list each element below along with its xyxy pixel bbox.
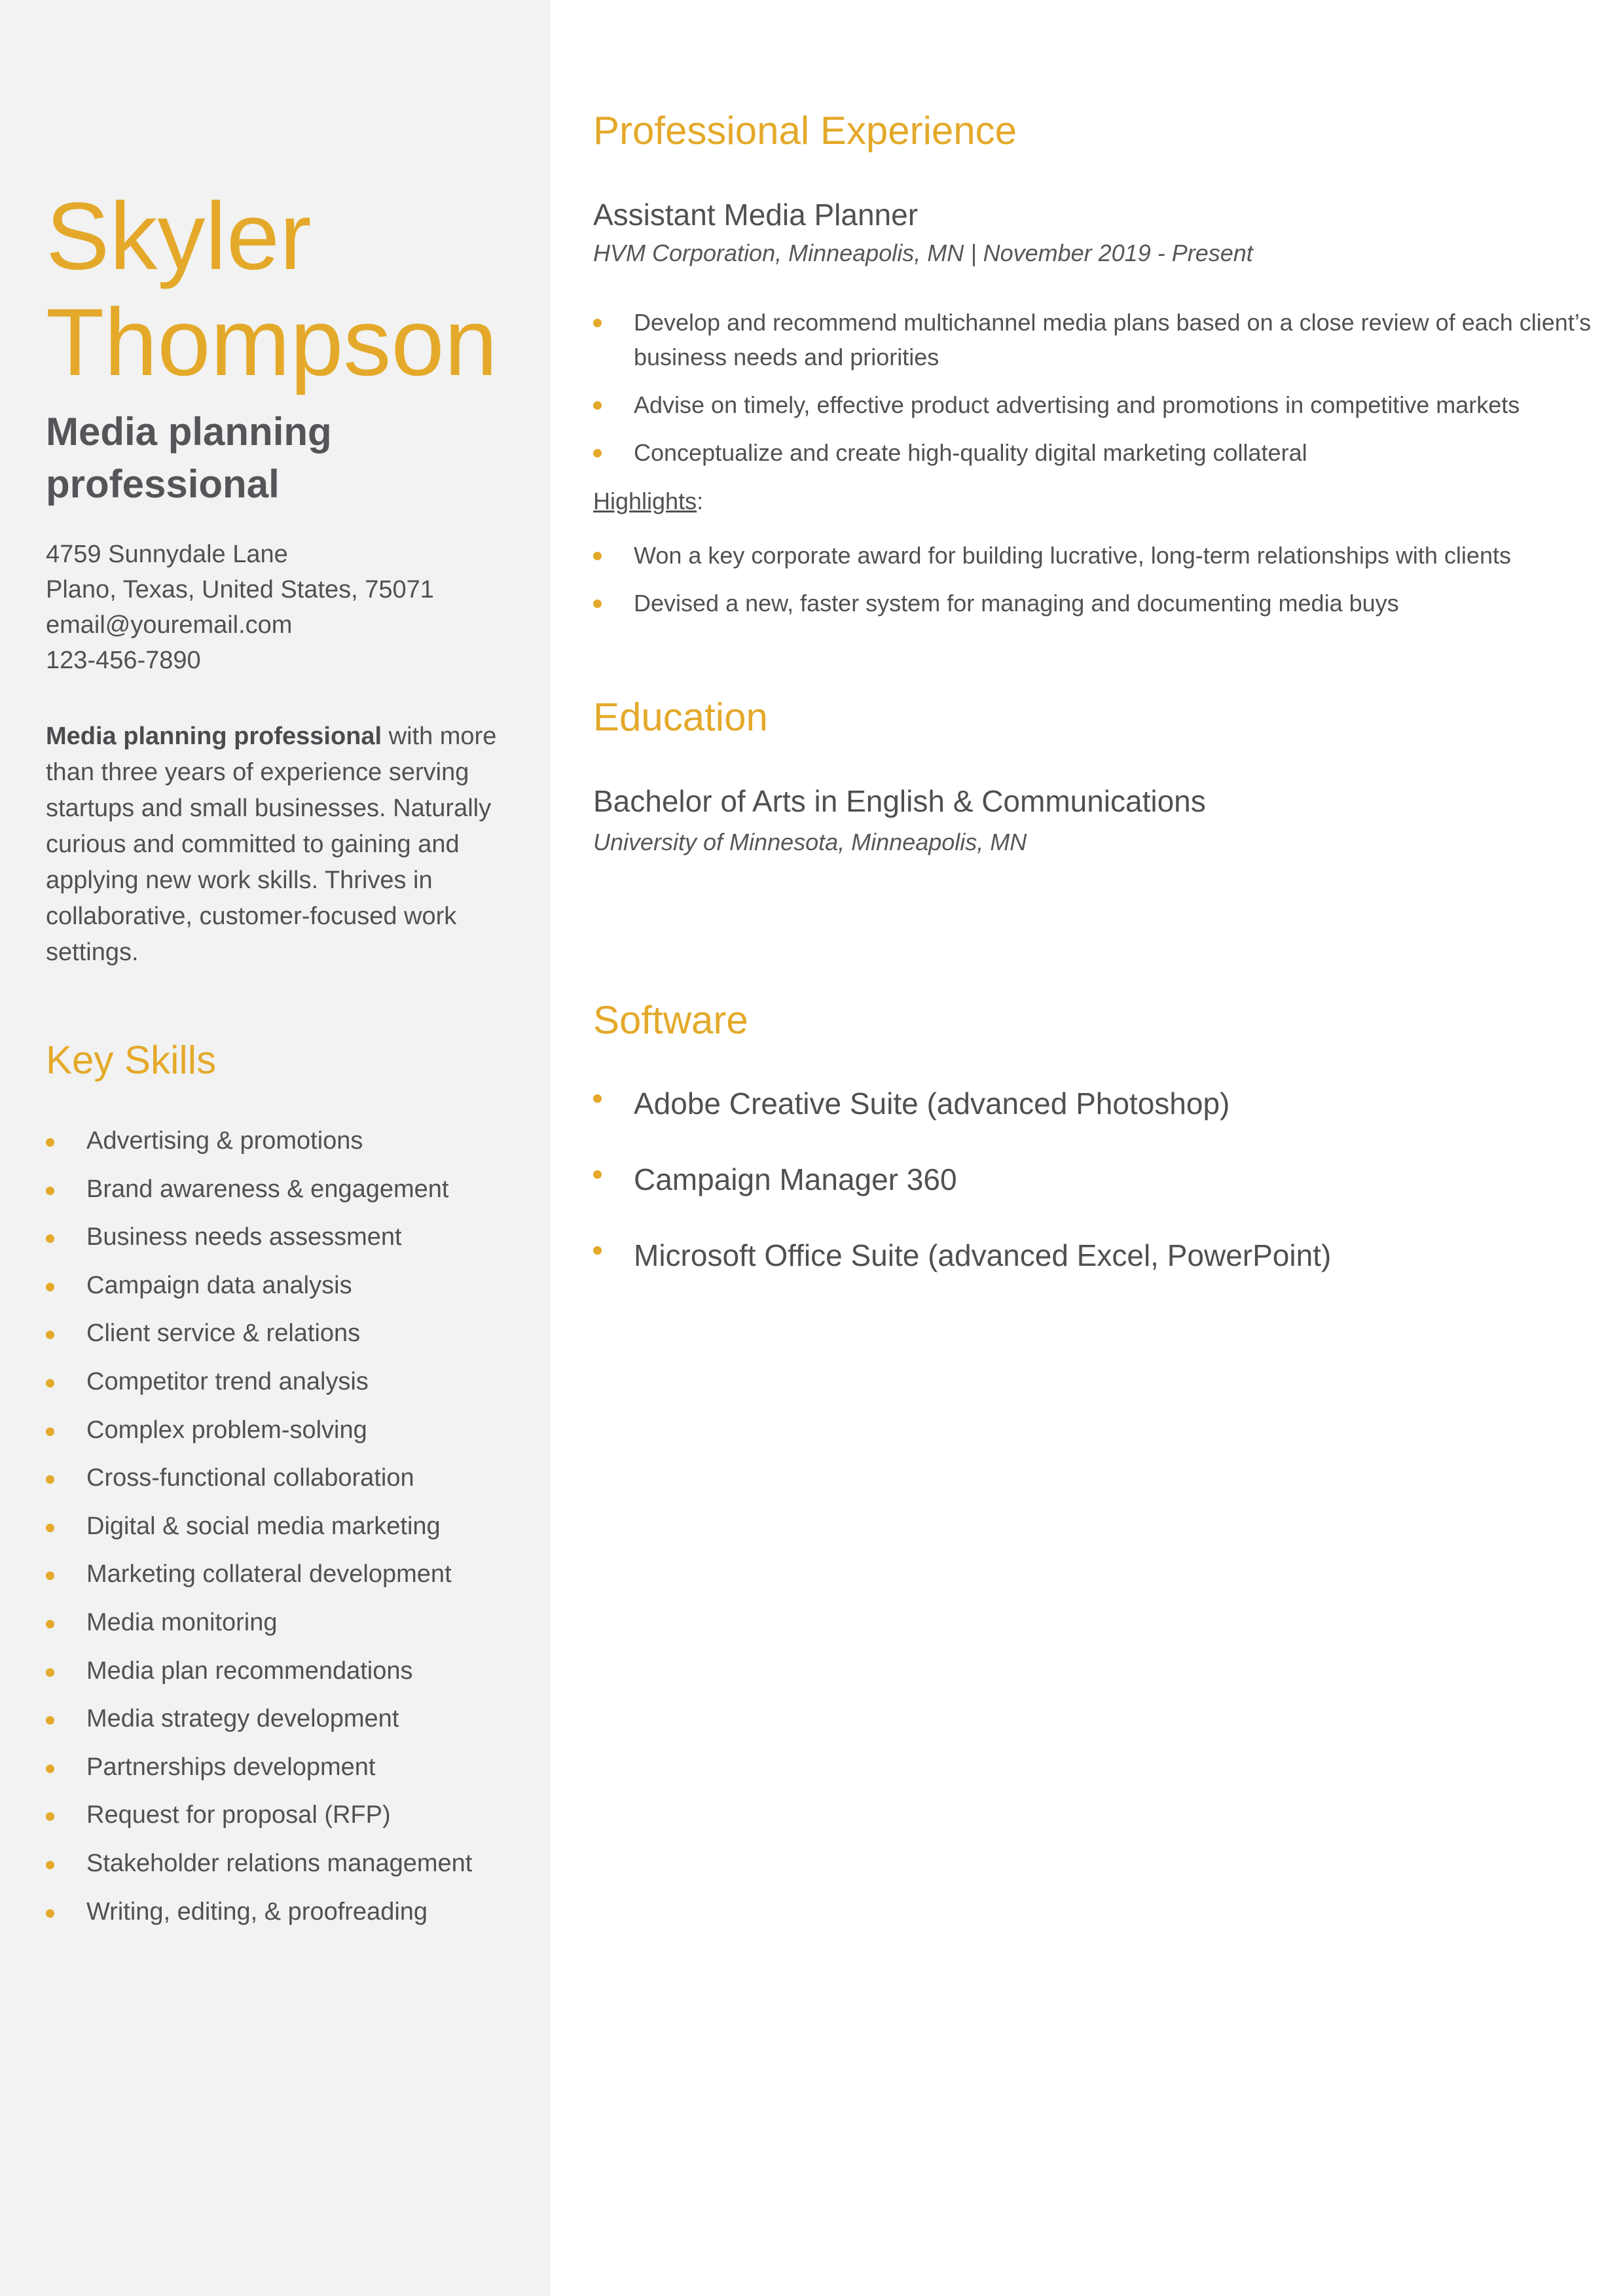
experience-heading: Professional Experience xyxy=(593,109,1017,152)
education-heading: Education xyxy=(593,695,768,739)
skill-item xyxy=(46,1316,472,1365)
skill-item xyxy=(46,1220,472,1268)
bullet-icon xyxy=(46,1716,54,1725)
contact-street: 4759 Sunnydale Lane xyxy=(46,541,288,568)
skill-item-text: Media strategy development xyxy=(86,1705,399,1733)
candidate-name xyxy=(46,183,498,395)
bullet-icon xyxy=(46,1571,54,1580)
software-list xyxy=(593,1084,1331,1312)
contact-email: email@youremail.com xyxy=(46,611,293,639)
highlights-label: Highlights: xyxy=(593,488,704,514)
bullet-icon xyxy=(46,1524,54,1532)
bullet-icon xyxy=(46,1812,54,1821)
bullet-icon xyxy=(46,1427,54,1436)
highlight-item xyxy=(593,586,1616,620)
highlights-label-text: Highlights xyxy=(593,488,697,514)
skill-item xyxy=(46,1461,472,1509)
skill-item-text: Writing, editing, & proofreading xyxy=(86,1897,428,1926)
skill-item xyxy=(46,1846,472,1895)
duty-item xyxy=(593,387,1616,422)
contact-phone: 123-456-7890 xyxy=(46,647,201,674)
professional-title: Media planning professional xyxy=(46,410,332,506)
highlight-item-text: Devised a new, faster system for managing and documenting media buys xyxy=(634,590,1399,617)
bullet-icon xyxy=(593,600,602,608)
bullet-icon xyxy=(593,449,602,457)
bullet-icon xyxy=(46,1379,54,1388)
bullet-icon xyxy=(46,1475,54,1484)
contact-info xyxy=(46,537,434,678)
skill-item xyxy=(46,1509,472,1558)
skill-item-text: Digital & social media marketing xyxy=(86,1512,441,1540)
skill-item xyxy=(46,1895,472,1943)
bullet-icon xyxy=(593,552,602,560)
skill-item xyxy=(46,1172,472,1221)
degree: Bachelor of Arts in English & Communications xyxy=(593,784,1206,818)
summary-text: with more than three years of experience serving startups and small businesses. Naturally curious and committed to gaining and applying new work skills. Thrives in collaborative, customer-focused work settings. xyxy=(46,723,497,966)
duty-item-text: Advise on timely, effective product advertising and promotions in competitive markets xyxy=(634,391,1520,418)
bullet-icon xyxy=(593,319,602,327)
summary-lead: Media planning professional xyxy=(46,723,382,750)
skill-item-text: Business needs assessment xyxy=(86,1223,402,1251)
skill-item xyxy=(46,1365,472,1413)
skill-item xyxy=(46,1124,472,1172)
skill-item xyxy=(46,1268,472,1317)
highlight-item xyxy=(593,538,1616,573)
bullet-icon xyxy=(46,1620,54,1628)
first-name: Skyler xyxy=(46,183,312,289)
skill-item-text: Media plan recommendations xyxy=(86,1657,413,1685)
key-skills-list xyxy=(46,1124,472,1943)
skill-item-text: Media monitoring xyxy=(86,1608,278,1636)
software-item xyxy=(593,1084,1331,1160)
last-name: Thompson xyxy=(46,289,498,395)
job-title: Assistant Media Planner xyxy=(593,198,919,232)
skill-item xyxy=(46,1654,472,1702)
bullet-icon xyxy=(593,1094,602,1103)
highlights-list xyxy=(593,538,1616,634)
skill-item xyxy=(46,1413,472,1462)
software-item-text: Adobe Creative Suite (advanced Photoshop) xyxy=(634,1086,1230,1121)
school: University of Minnesota, Minneapolis, MN xyxy=(593,829,1027,855)
skill-item xyxy=(46,1798,472,1846)
duty-item xyxy=(593,305,1616,374)
software-item xyxy=(593,1160,1331,1236)
software-item xyxy=(593,1236,1331,1312)
job-duties-list xyxy=(593,305,1616,483)
skill-item-text: Competitor trend analysis xyxy=(86,1367,369,1395)
bullet-icon xyxy=(46,1668,54,1677)
skill-item xyxy=(46,1605,472,1654)
skill-item-text: Campaign data analysis xyxy=(86,1271,352,1299)
duty-item-text: Develop and recommend multichannel media plans based on a close review of each client’s business needs and priorities xyxy=(634,309,1592,370)
skill-item xyxy=(46,1702,472,1750)
job-meta: HVM Corporation, Minneapolis, MN | November 2019 - Present xyxy=(593,240,1253,266)
skill-item-text: Request for proposal (RFP) xyxy=(86,1801,391,1829)
bullet-icon xyxy=(593,401,602,410)
bullet-icon xyxy=(46,1234,54,1243)
software-heading: Software xyxy=(593,998,748,1042)
highlight-item-text: Won a key corporate award for building lucrative, long-term relationships with clients xyxy=(634,542,1511,569)
sidebar xyxy=(0,0,551,2296)
bullet-icon xyxy=(46,1331,54,1339)
skill-item xyxy=(46,1750,472,1799)
duty-item xyxy=(593,435,1616,470)
skill-item-text: Client service & relations xyxy=(86,1319,361,1348)
skill-item-text: Advertising & promotions xyxy=(86,1127,363,1155)
bullet-icon xyxy=(46,1138,54,1147)
key-skills-heading: Key Skills xyxy=(46,1038,217,1082)
skill-item-text: Marketing collateral development xyxy=(86,1560,452,1588)
software-item-text: Campaign Manager 360 xyxy=(634,1162,957,1196)
summary xyxy=(46,719,504,971)
bullet-icon xyxy=(46,1187,54,1195)
contact-city: Plano, Texas, United States, 75071 xyxy=(46,576,434,603)
bullet-icon xyxy=(46,1909,54,1918)
skill-item xyxy=(46,1557,472,1605)
bullet-icon xyxy=(593,1246,602,1255)
skill-item-text: Brand awareness & engagement xyxy=(86,1175,449,1203)
skill-item-text: Cross-functional collaboration xyxy=(86,1464,414,1492)
skill-item-text: Stakeholder relations management xyxy=(86,1849,473,1877)
duty-item-text: Conceptualize and create high-quality digital marketing collateral xyxy=(634,439,1307,466)
skill-item-text: Complex problem-solving xyxy=(86,1416,367,1444)
software-item-text: Microsoft Office Suite (advanced Excel, PowerPoint) xyxy=(634,1238,1332,1272)
bullet-icon xyxy=(46,1765,54,1773)
skill-item-text: Partnerships development xyxy=(86,1753,376,1781)
bullet-icon xyxy=(593,1170,602,1179)
bullet-icon xyxy=(46,1861,54,1869)
bullet-icon xyxy=(46,1283,54,1291)
